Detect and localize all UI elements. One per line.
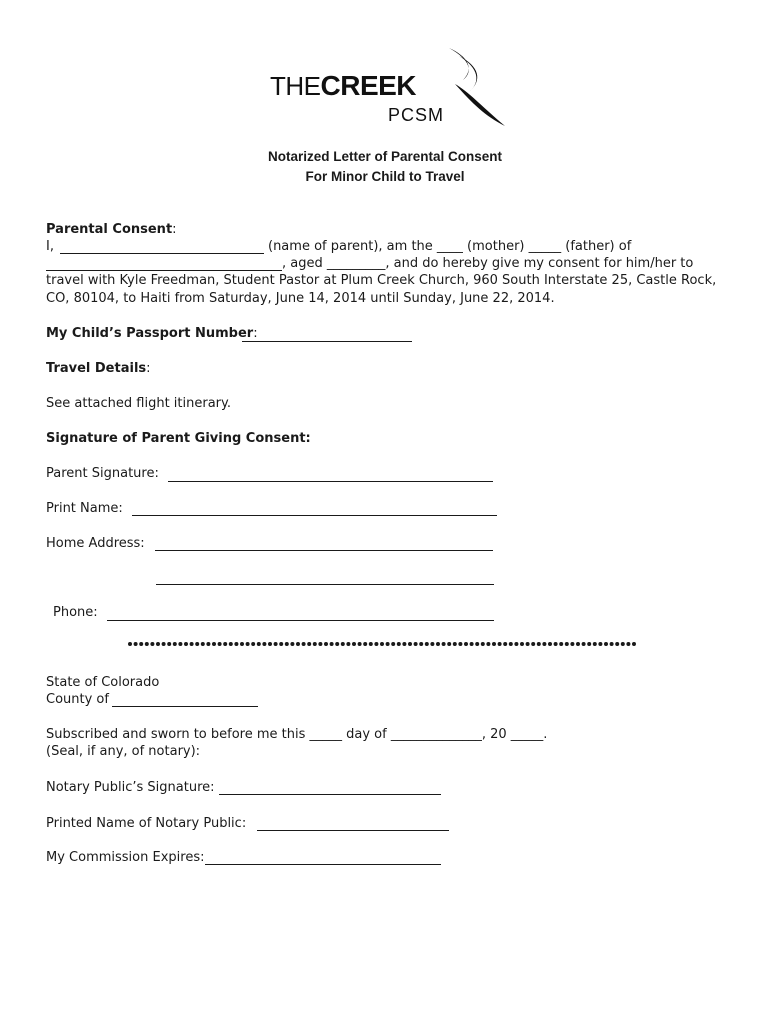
consent-line-2-text: , aged _________, and do hereby give my consent for him/her to (282, 256, 694, 271)
church-logo (265, 46, 505, 136)
print-name-label: Print Name: (46, 501, 123, 516)
county-label: County of (46, 692, 109, 707)
seal-line: (Seal, if any, of notary): (46, 744, 201, 759)
parent-signature-label: Parent Signature: (46, 466, 159, 481)
parent-name-blank[interactable] (60, 253, 264, 254)
passport-number-label (46, 326, 258, 341)
passport-number-label-text: My Child’s Passport Number (46, 326, 254, 341)
parental-consent-heading-text: Parental Consent (46, 222, 173, 237)
document-title-line-2: For Minor Child to Travel (305, 169, 465, 184)
notary-printed-name-field[interactable] (257, 830, 449, 831)
county-field[interactable] (112, 706, 258, 707)
parental-consent-heading (46, 222, 177, 237)
notary-signature-field[interactable] (219, 794, 441, 795)
child-name-blank[interactable] (46, 270, 282, 271)
consent-line-3-text: travel with Kyle Freedman, Student Pastor at Plum Creek Church, 960 South Interstate 25, Castle Rock, (46, 273, 717, 288)
consent-line-1-text: (name of parent), am the ____ (mother) _____ (father) of (268, 239, 632, 254)
consent-line-4-text: CO, 80104, to Haiti from Saturday, June 14, 2014 until Sunday, June 22, 2014. (46, 291, 555, 306)
document-title-line-1: Notarized Letter of Parental Consent (267, 149, 503, 164)
dotted-separator (128, 640, 640, 648)
travel-details-heading-text: Travel Details (46, 361, 147, 376)
travel-details-heading (46, 361, 151, 376)
passport-number-blank[interactable] (242, 341, 412, 342)
commission-expires-label: My Commission Expires: (46, 850, 205, 865)
travel-details-text: See attached flight itinerary. (46, 396, 231, 411)
passport-number-label-colon: : (253, 326, 258, 341)
phone-label: Phone: (53, 605, 98, 620)
consent-i-label: I, (46, 239, 54, 254)
home-address-field-line-2[interactable] (156, 584, 494, 585)
notary-printed-name-label: Printed Name of Notary Public: (46, 816, 247, 831)
logo-subtitle: PCSM (388, 105, 445, 125)
notary-signature-label: Notary Public’s Signature: (46, 780, 215, 795)
parent-signature-field[interactable] (168, 481, 493, 482)
creek-swoosh-icon (445, 46, 507, 128)
logo-brand-thin: THE (270, 71, 321, 101)
print-name-field[interactable] (132, 515, 497, 516)
logo-brand-bold: CREEK (320, 70, 417, 101)
state-line: State of Colorado (46, 675, 160, 690)
phone-field[interactable] (107, 620, 494, 621)
commission-expires-field[interactable] (205, 864, 441, 865)
travel-details-heading-colon: : (146, 361, 151, 376)
parental-consent-heading-colon: : (172, 222, 177, 237)
home-address-label: Home Address: (46, 536, 145, 551)
logo-wordmark (270, 70, 416, 102)
home-address-field-line-1[interactable] (155, 550, 493, 551)
signature-section-heading: Signature of Parent Giving Consent: (46, 431, 311, 446)
sworn-statement: Subscribed and sworn to before me this _____ day of ______________, 20 _____. (46, 727, 548, 742)
